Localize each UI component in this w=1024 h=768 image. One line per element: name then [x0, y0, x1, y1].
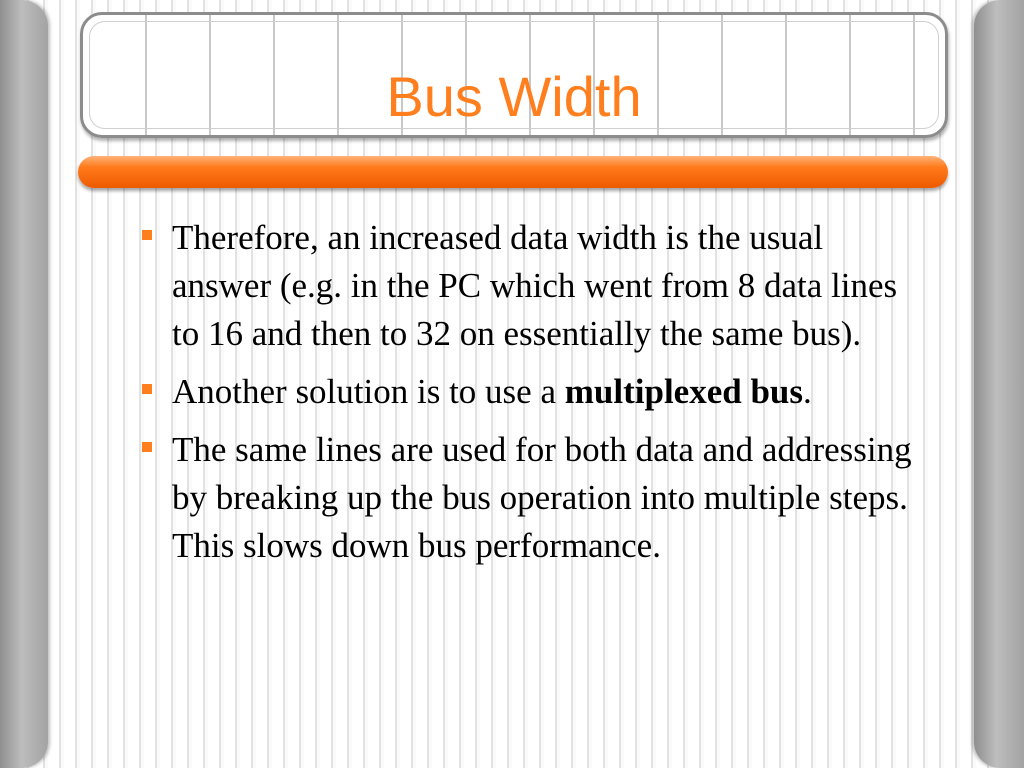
square-bullet-icon: [142, 384, 152, 394]
square-bullet-icon: [142, 442, 152, 452]
orange-divider-bar: [78, 156, 948, 188]
square-bullet-icon: [142, 230, 152, 240]
bullet-item-2: [138, 368, 928, 416]
bullet-text-2-bold: multiplexed bus: [564, 372, 803, 411]
bullet-list: [138, 214, 928, 580]
bullet-text-3: The same lines are used for both data and addressing by breaking up the bus operation into multiple steps. This slows down bus performance.: [172, 430, 912, 565]
right-decorative-bar: [974, 0, 1024, 768]
bullet-item-3: [138, 426, 928, 570]
bullet-text-1: Therefore, an increased data width is the usual answer (e.g. in the PC which went from 8 data lines to 16 and then to 32 on essentially the same bus).: [172, 218, 898, 353]
bullet-item-1: [138, 214, 928, 358]
left-decorative-bar: [0, 0, 48, 768]
bullet-text-2-after: .: [803, 372, 812, 411]
title-frame: [80, 12, 948, 138]
bullet-text-2-before: Another solution is to use a: [172, 372, 565, 411]
slide-title: Bus Width: [386, 65, 642, 128]
